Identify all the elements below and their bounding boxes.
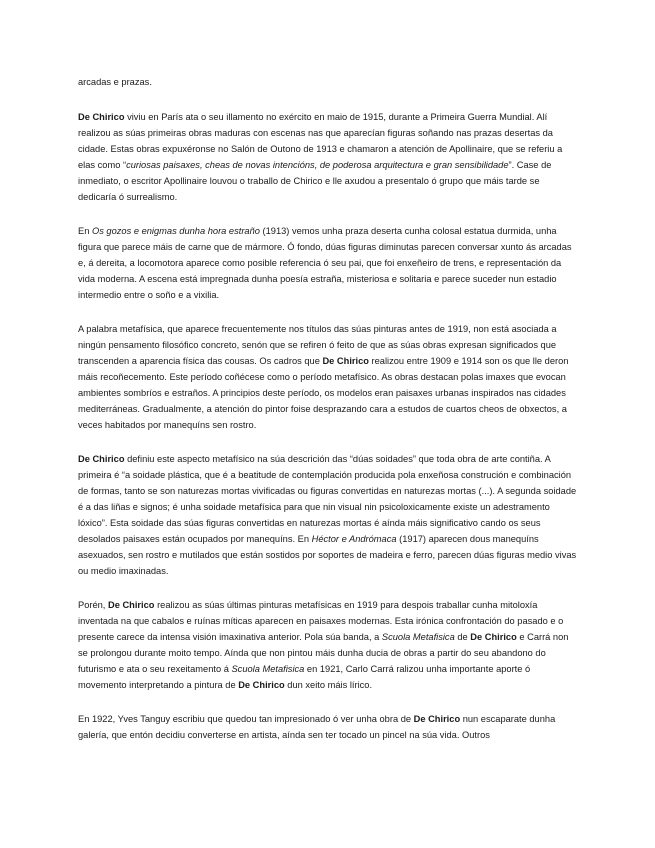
bold-name: De Chirico — [78, 454, 125, 464]
text: en 1921, Carlo Carrá ralizou unha importante aporte ó movemento interpretando a pintura de — [78, 664, 531, 690]
italic-title: Héctor e Andrómaca — [311, 534, 397, 544]
italic-quote: curiosas paisaxes, cheas de novas intencións, de poderosa arquitectura e gran sensibilidade — [126, 160, 509, 170]
text: realizou entre 1909 e 1914 son os que lle deron máis recoñecemento. Este período coñécese como o período metafísico. As obras destacan polas imaxes que evocan ambientes sombríos e estraños. A principios deste período, os modelos eran paisaxes urbanas inspirados nas cidades mediterráneas. Gradualmente, a atención do pintor foise desprazando cara a estudos de cuartos cheos de obxectos, a veces habitados por manequíns sen rostro. — [78, 356, 569, 430]
bold-name: De Chirico — [107, 600, 155, 610]
bold-name: De Chirico — [470, 632, 517, 642]
italic-title: Scuola Metafisica — [231, 664, 305, 674]
text: (1917) aparecen dous manequíns asexuados, sen rostro e mutilados que están sostidos por soportes de madeira e ferro, parecen dúas figuras medio vivas ou medio imaxinadas. — [78, 534, 577, 576]
paragraph-5 — [78, 597, 578, 693]
text: Porén, — [78, 600, 108, 610]
text: ”. Case de inmediato, o escritor Apollinaire louvou o traballo de Chirico e lle axudou a presentalo ó grupo que máis tarde se dedicaría ó surrealismo. — [78, 160, 552, 202]
text: nun escaparate dunha galería, que entón decidiu converterse en artista, aínda sen ter tocado un pincel na súa vida. Outros — [78, 714, 556, 740]
text: realizou as súas últimas pinturas metafísicas en 1919 para despois traballar cunha mitoloxía inventada na que cabalos e ruínas míticas aparecen en paisaxes modernas. Esta irónica confrontación do pasado e o presente carece da intensa visión imaxinativa anterior. Pola súa banda, a — [78, 600, 564, 642]
text: definiu este aspecto metafísico na súa descrición das “dúas soidades” que toda obra de arte contiña. A primeira é “a soidade plástica, que é a beatitude de contemplación producida pola enxeñosa construción e combinación de formas, tanto se son naturezas mortas vivificadas ou figuras convertidas en naturezas mortas (...). A segunda soidade é a das liñas e signos; é unha soidade metafísica para que nin visual nin psicoloxicamente existe un adestramento lóxico”. Esta soidade das súas figuras convertidas en naturezas mortas é aínda máis significativo cando os seus desolados paisaxes están ocupados por manequíns. En — [78, 454, 577, 544]
text: viviu en París ata o seu illamento no exército en maio de 1915, durante a Primeira Guerra Mundial. Alí realizou as súas primeiras obras maduras con escenas nas que aparecían figuras soñando nas prazas desertas da cidade. Estas obras expuxéronse no Salón de Outono de 1913 e chamaron a atención de Apollinaire, que se referiu a elas como “ — [78, 112, 563, 170]
bold-name: De Chirico — [413, 714, 461, 724]
paragraph-2 — [78, 223, 578, 303]
bold-name: De Chirico — [322, 356, 369, 366]
text: (1913) vemos unha praza deserta cunha colosal estatua durmida, unha figura que parece máis de carne que de mármore. Ó fondo, dúas figuras diminutas parecen conversar xunto ás arcadas e, á dereita, a locomotora aparece como posible referencia ó seu pai, que foi enxeñeiro de trens, e representación da vida moderna. A escena está impregnada dunha poesía estraña, misteriosa e solitaria e parece suceder nun estadio intermedio entre o soño e a vixilia. — [78, 226, 572, 300]
italic-title: Os gozos e enigmas dunha hora estraño — [91, 226, 260, 236]
paragraph-1 — [78, 109, 578, 205]
text: En — [78, 226, 92, 236]
italic-title: Scuola Metafisica — [381, 632, 455, 642]
document-body — [78, 74, 578, 761]
text: e Carrá non se prolongou durante moito tempo. Aínda que non pintou máis dunha ducia de obras a partir do seu abandono do futurismo e ata o seu rexeitamento á — [78, 632, 569, 674]
text: En 1922, Yves Tanguy escribiu que quedou tan impresionado ó ver unha obra de — [78, 714, 414, 724]
text: A palabra metafísica, que aparece frecuentemente nos títulos das súas pinturas antes de 1919, non está asociada a ningún pensamento filosófico concreto, senón que se refiren ó feito de que as súas obras expresan significados que transcenden a aparencia física das cousas. Os cadros que — [78, 324, 557, 366]
paragraph-0 — [78, 74, 578, 90]
bold-name: De Chirico — [238, 680, 285, 690]
paragraph-6 — [78, 711, 578, 743]
text: dun xeito máis lírico. — [284, 680, 373, 690]
paragraph-3 — [78, 321, 578, 433]
text: de — [454, 632, 471, 642]
paragraph-4 — [78, 451, 578, 579]
bold-name: De Chirico — [78, 112, 125, 122]
text: arcadas e prazas. — [78, 77, 152, 87]
